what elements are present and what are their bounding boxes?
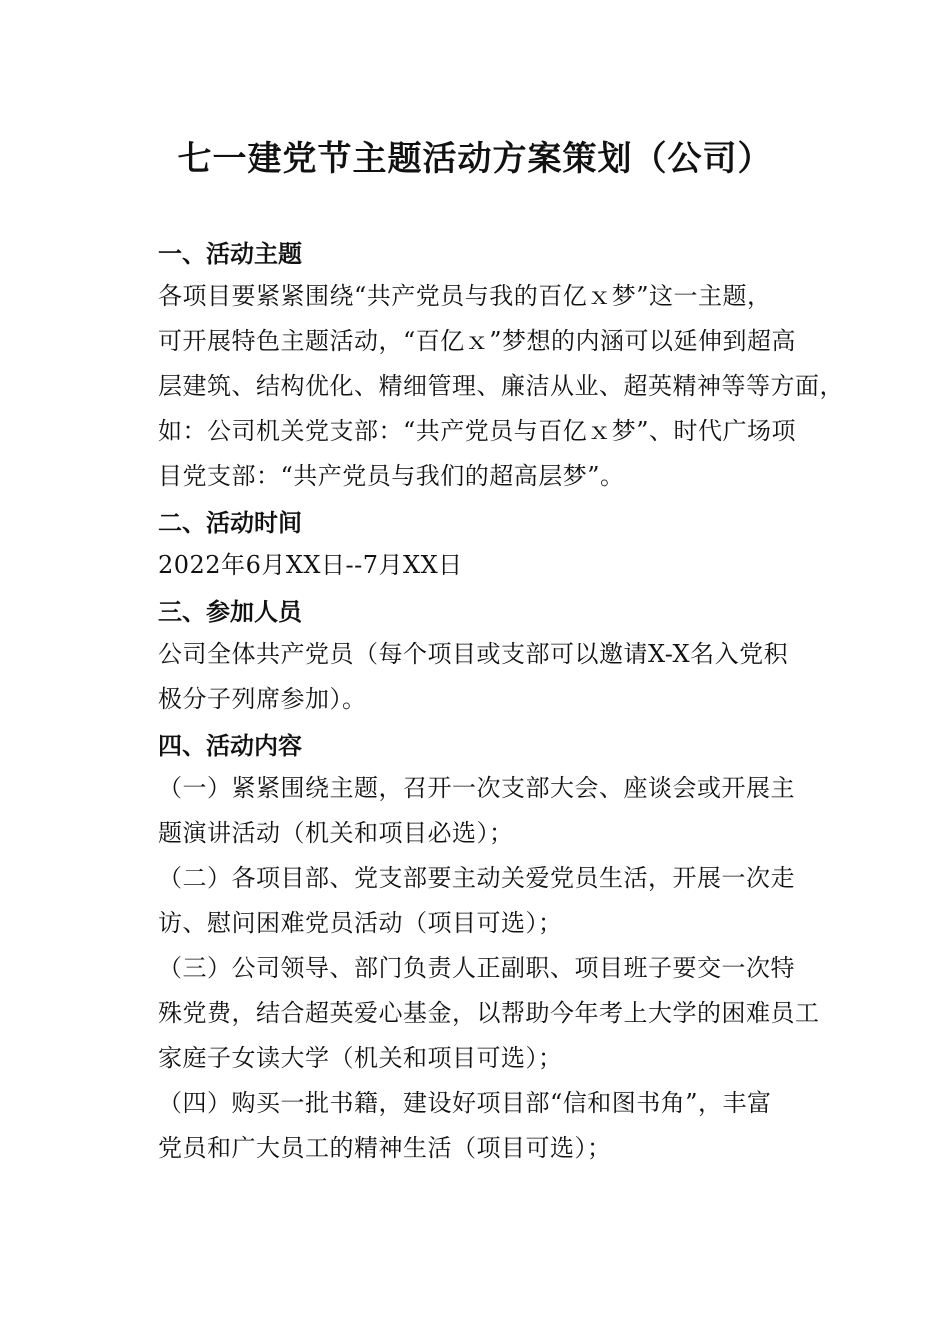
paragraph-line: 家庭子女读大学（机关和项目可选）； — [158, 1044, 563, 1072]
paragraph-line: 目党支部：“共产党员与我们的超高层梦”。 — [158, 462, 625, 490]
paragraph-line: 访、慰问困难党员活动（项目可选）； — [158, 909, 563, 937]
paragraph-line: 公司全体共产党员（每个项目或支部可以邀请X-X名入党积 — [158, 640, 789, 668]
paragraph-line: （一）紧紧围绕主题，召开一次支部大会、座谈会或开展主 — [158, 774, 795, 802]
section-paragraph-theme — [120, 274, 844, 499]
content-item-4 — [120, 1081, 832, 1171]
paragraph-line: （三）公司领导、部门负责人正副职、项目班子要交一次特 — [158, 954, 795, 982]
section-heading-theme: 一、活动主题 — [158, 240, 302, 268]
section-heading-time: 二、活动时间 — [158, 509, 302, 537]
paragraph-line: 各项目要紧紧围绕“共产党员与我的百亿ｘ梦”这一主题， — [158, 282, 772, 310]
paragraph-line: 层建筑、结构优化、精细管理、廉洁从业、超英精神等等方面， — [158, 372, 844, 400]
paragraph-line: （二）各项目部、党支部要主动关爱党员生活，开展一次走 — [158, 864, 795, 892]
section-heading-participants: 三、参加人员 — [158, 598, 302, 626]
paragraph-line: 殊党费，结合超英爱心基金，以帮助今年考上大学的困难员工 — [158, 999, 820, 1027]
paragraph-line: 题演讲活动（机关和项目必选）； — [158, 819, 514, 847]
content-item-2 — [120, 856, 832, 946]
paragraph-line: 可开展特色主题活动，“百亿ｘ”梦想的内涵可以延伸到超高 — [158, 327, 797, 355]
paragraph-line: 2022年6月XX日--7月XX日 — [158, 551, 463, 579]
section-paragraph-time — [120, 543, 832, 588]
content-item-1 — [120, 766, 832, 856]
paragraph-line: （四）购买一批书籍，建设好项目部“信和图书角”，丰富 — [158, 1089, 772, 1117]
document-title: 七一建党节主题活动方案策划（公司） — [177, 139, 773, 179]
paragraph-line: 如：公司机关党支部：“共产党员与百亿ｘ梦”、时代广场项 — [158, 417, 797, 445]
paragraph-line: 极分子列席参加）。 — [158, 685, 367, 713]
paragraph-line: 党员和广大员工的精神生活（项目可选）； — [158, 1134, 612, 1162]
content-item-3 — [120, 946, 832, 1081]
section-heading-content: 四、活动内容 — [158, 732, 302, 760]
section-paragraph-participants — [120, 632, 832, 722]
